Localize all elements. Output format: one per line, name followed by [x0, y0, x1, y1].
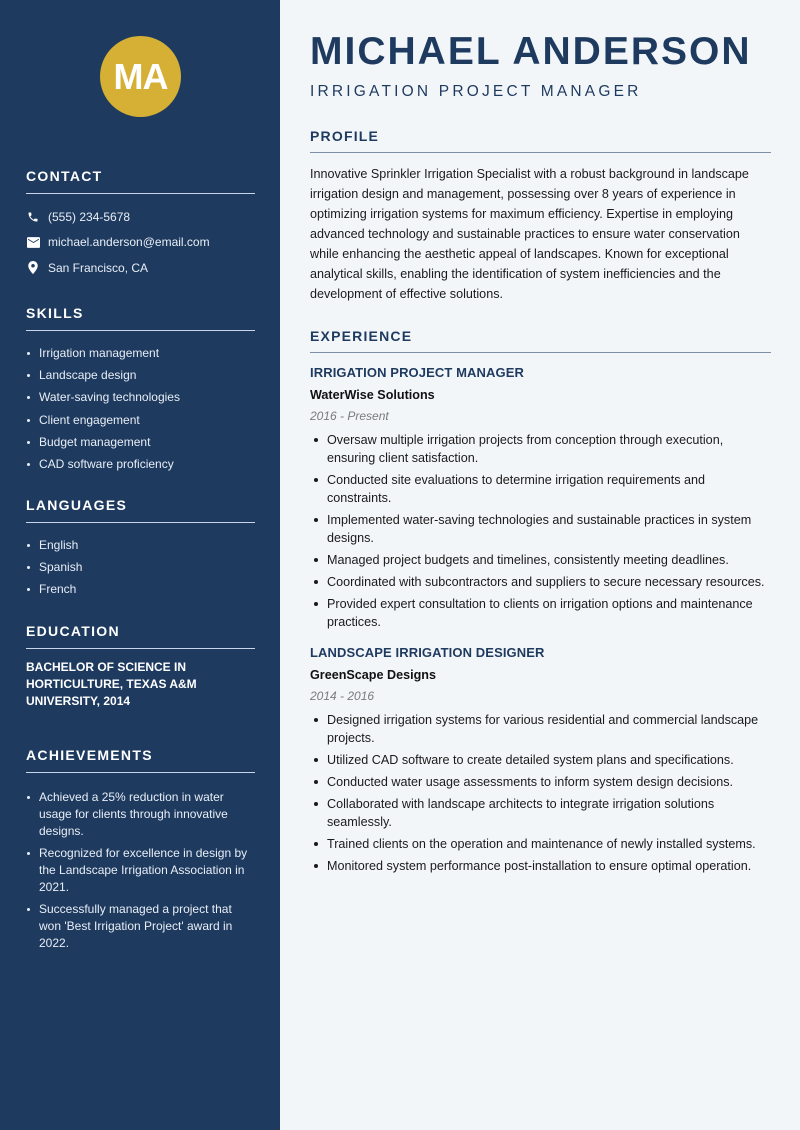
languages-section: [26, 497, 255, 601]
job-dates: 2016 - Present: [310, 409, 389, 423]
achievements-section: [26, 747, 255, 957]
experience-section: [310, 328, 771, 879]
languages-heading: LANGUAGES: [26, 497, 255, 523]
achievement-item: Recognized for excellence in design by the Landscape Irrigation Association in 2021.: [26, 845, 255, 896]
job-entry: [310, 365, 771, 631]
job-company: GreenScape Designs: [310, 668, 436, 682]
skill-item: CAD software proficiency: [26, 453, 255, 475]
job-bullet: Collaborated with landscape architects to integrate irrigation solutions seamlessly.: [310, 795, 771, 831]
job-bullets: [310, 711, 771, 875]
contact-heading: CONTACT: [26, 168, 255, 194]
avatar-initials: MA: [113, 55, 168, 97]
job-bullet: Monitored system performance post-installation to ensure optimal operation.: [310, 857, 771, 875]
phone-icon: [26, 210, 40, 224]
job-bullet: Conducted site evaluations to determine irrigation requirements and constraints.: [310, 471, 771, 507]
job-company: WaterWise Solutions: [310, 388, 435, 402]
location-pin-icon: [26, 261, 40, 275]
contact-phone: [26, 204, 255, 230]
language-item: Spanish: [26, 556, 255, 578]
skills-section: [26, 305, 255, 475]
education-heading: EDUCATION: [26, 623, 255, 649]
contact-section: [26, 168, 255, 281]
job-bullet: Managed project budgets and timelines, consistently meeting deadlines.: [310, 551, 771, 569]
job-bullets: [310, 431, 771, 631]
education-section: [26, 623, 255, 710]
achievement-item: Successfully managed a project that won 'Best Irrigation Project' award in 2022.: [26, 901, 255, 952]
email-icon: [26, 235, 40, 249]
skills-heading: SKILLS: [26, 305, 255, 331]
skills-list: [26, 342, 255, 475]
contact-email: [26, 230, 255, 256]
page-title: MICHAEL ANDERSON: [310, 30, 752, 73]
achievement-item: Achieved a 25% reduction in water usage for clients through innovative designs.: [26, 789, 255, 840]
skill-item: Landscape design: [26, 364, 255, 386]
achievements-heading: ACHIEVEMENTS: [26, 747, 255, 773]
job-title-header: IRRIGATION PROJECT MANAGER: [310, 83, 642, 100]
job-bullet: Oversaw multiple irrigation projects from conception through execution, ensuring client satisfaction.: [310, 431, 771, 467]
achievements-list: [26, 789, 255, 952]
skill-item: Irrigation management: [26, 342, 255, 364]
job-bullet: Implemented water-saving technologies and sustainable practices in system designs.: [310, 511, 771, 547]
job-bullet: Trained clients on the operation and maintenance of newly installed systems.: [310, 835, 771, 853]
profile-heading: PROFILE: [310, 128, 771, 153]
profile-text: Innovative Sprinkler Irrigation Specialist with a robust background in landscape irrigation design and management, possessing over 8 years of experience in optimizing irrigation systems for maximum efficiency. Expertise in employing advanced technology and sustainable practices to ensure water conservation while enhancing the aesthetic appeal of landscapes. Known for exceptional analytical skills, enabling the identification of system inefficiencies and the development of effective solutions.: [310, 167, 749, 301]
experience-heading: EXPERIENCE: [310, 328, 771, 353]
education-degree: BACHELOR OF SCIENCE IN HORTICULTURE, TEXAS A&M UNIVERSITY, 2014: [26, 660, 197, 708]
languages-list: [26, 534, 255, 601]
skill-item: Client engagement: [26, 409, 255, 431]
skill-item: Budget management: [26, 431, 255, 453]
phone-text: (555) 234-5678: [48, 209, 131, 224]
job-bullet: Conducted water usage assessments to inform system design decisions.: [310, 773, 771, 791]
skill-item: Water-saving technologies: [26, 386, 255, 408]
contact-list: [26, 204, 255, 281]
language-item: French: [26, 578, 255, 600]
avatar: [100, 36, 181, 117]
location-text: San Francisco, CA: [48, 260, 149, 275]
contact-location: [26, 255, 255, 281]
job-bullet: Provided expert consultation to clients on irrigation options and maintenance practices.: [310, 595, 771, 631]
job-bullet: Utilized CAD software to create detailed system plans and specifications.: [310, 751, 771, 769]
job-title: IRRIGATION PROJECT MANAGER: [310, 365, 524, 380]
job-dates: 2014 - 2016: [310, 689, 375, 703]
job-entry: [310, 645, 771, 875]
profile-section: [310, 128, 771, 304]
email-text: michael.anderson@email.com: [48, 235, 210, 250]
job-title: LANDSCAPE IRRIGATION DESIGNER: [310, 645, 545, 660]
sidebar: [0, 0, 280, 1130]
job-bullet: Coordinated with subcontractors and suppliers to secure necessary resources.: [310, 573, 771, 591]
language-item: English: [26, 534, 255, 556]
job-bullet: Designed irrigation systems for various residential and commercial landscape projects.: [310, 711, 771, 747]
